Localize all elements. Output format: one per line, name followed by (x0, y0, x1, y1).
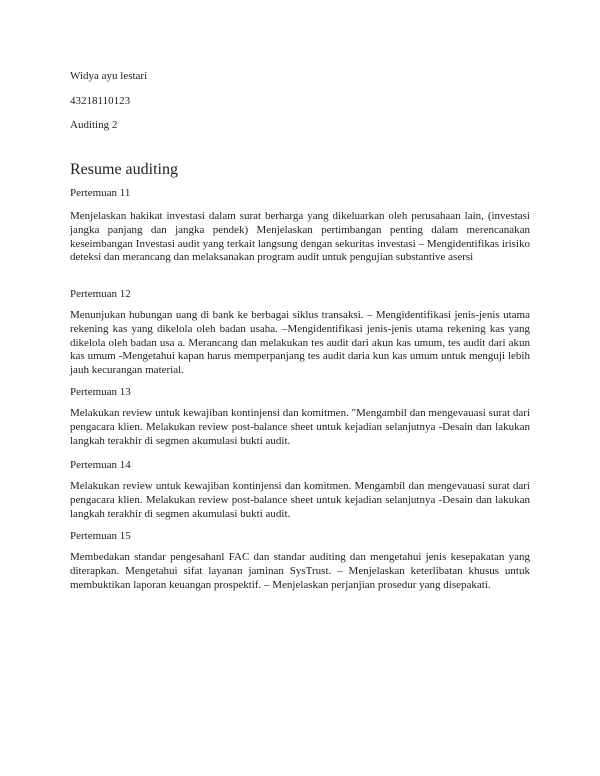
section-heading: Pertemuan 12 (70, 288, 131, 300)
section-heading: Pertemuan 15 (70, 530, 131, 542)
section-body: Membedakan standar pengesahanl FAC dan standar auditing dan mengetahui jenis kesepakatan yang diterapkan. Mengetahui sifat layanan jaminan SysTrust. – Menjelaskan keterlibatan khusus untuk membuktikan laporan keuangan prospektif. – Menjelaskan perjanjian prosedur yang disepakati. (70, 551, 530, 591)
section-body: Melakukan review untuk kewajiban kontinjensi dan komitmen. Mengambil dan mengevauasi surat dari pengacara klien. Melakukan review post-balance sheet untuk kejadian selanjutnya -Desain dan lakukan langkah terakhir di segmen akumulasi bukti audit. (70, 480, 530, 520)
student-id: 43218110123 (70, 95, 131, 107)
course-name: Auditing 2 (70, 119, 118, 131)
section-body: Melakukan review untuk kewajiban kontinjensi dan komitmen. "Mengambil dan mengevauasi surat dari pengacara klien. Melakukan review post-balance sheet untuk kejadian selanjutnya -Desain dan lakukan langkah terakhir di segmen akumulasi bukti audit. (70, 407, 530, 447)
section-body: Menjelaskan hakikat investasi dalam surat berharga yang dikeluarkan oleh perusahaan lain, (investasi jangka panjang dan jangka pendek) Menjelaskan pertimbangan penting dalam merencanakan keseimbangan Investasi audit yang terkait langsung dengan sekuritas investasi – Mengidentifikas irisiko deteksi dan merancang dan melaksanakan program audit untuk pengujian substantive asersi (70, 210, 530, 264)
author-name: Widya ayu lestari (70, 70, 148, 82)
section-heading: Pertemuan 11 (70, 187, 131, 199)
document-title: Resume auditing (70, 161, 178, 178)
section-body: Menunjukan hubungan uang di bank ke berbagai siklus transaksi. – Mengidentifikasi jenis-jenis utama rekening kas yang dikelola oleh badan usaha. –Mengidentifikasi jenis-jenis utama rekening kas yang dikelola oleh badan usa a. Merancang dan melakukan tes audit dari akun kas umum, tes audit dari akun kas umum -Mengetahui kapan harus memperpanjang tes audit daria kun kas umum untuk menguji lebih jauh kecurangan material. (70, 309, 530, 377)
section-heading: Pertemuan 13 (70, 386, 131, 398)
section-heading: Pertemuan 14 (70, 459, 131, 471)
